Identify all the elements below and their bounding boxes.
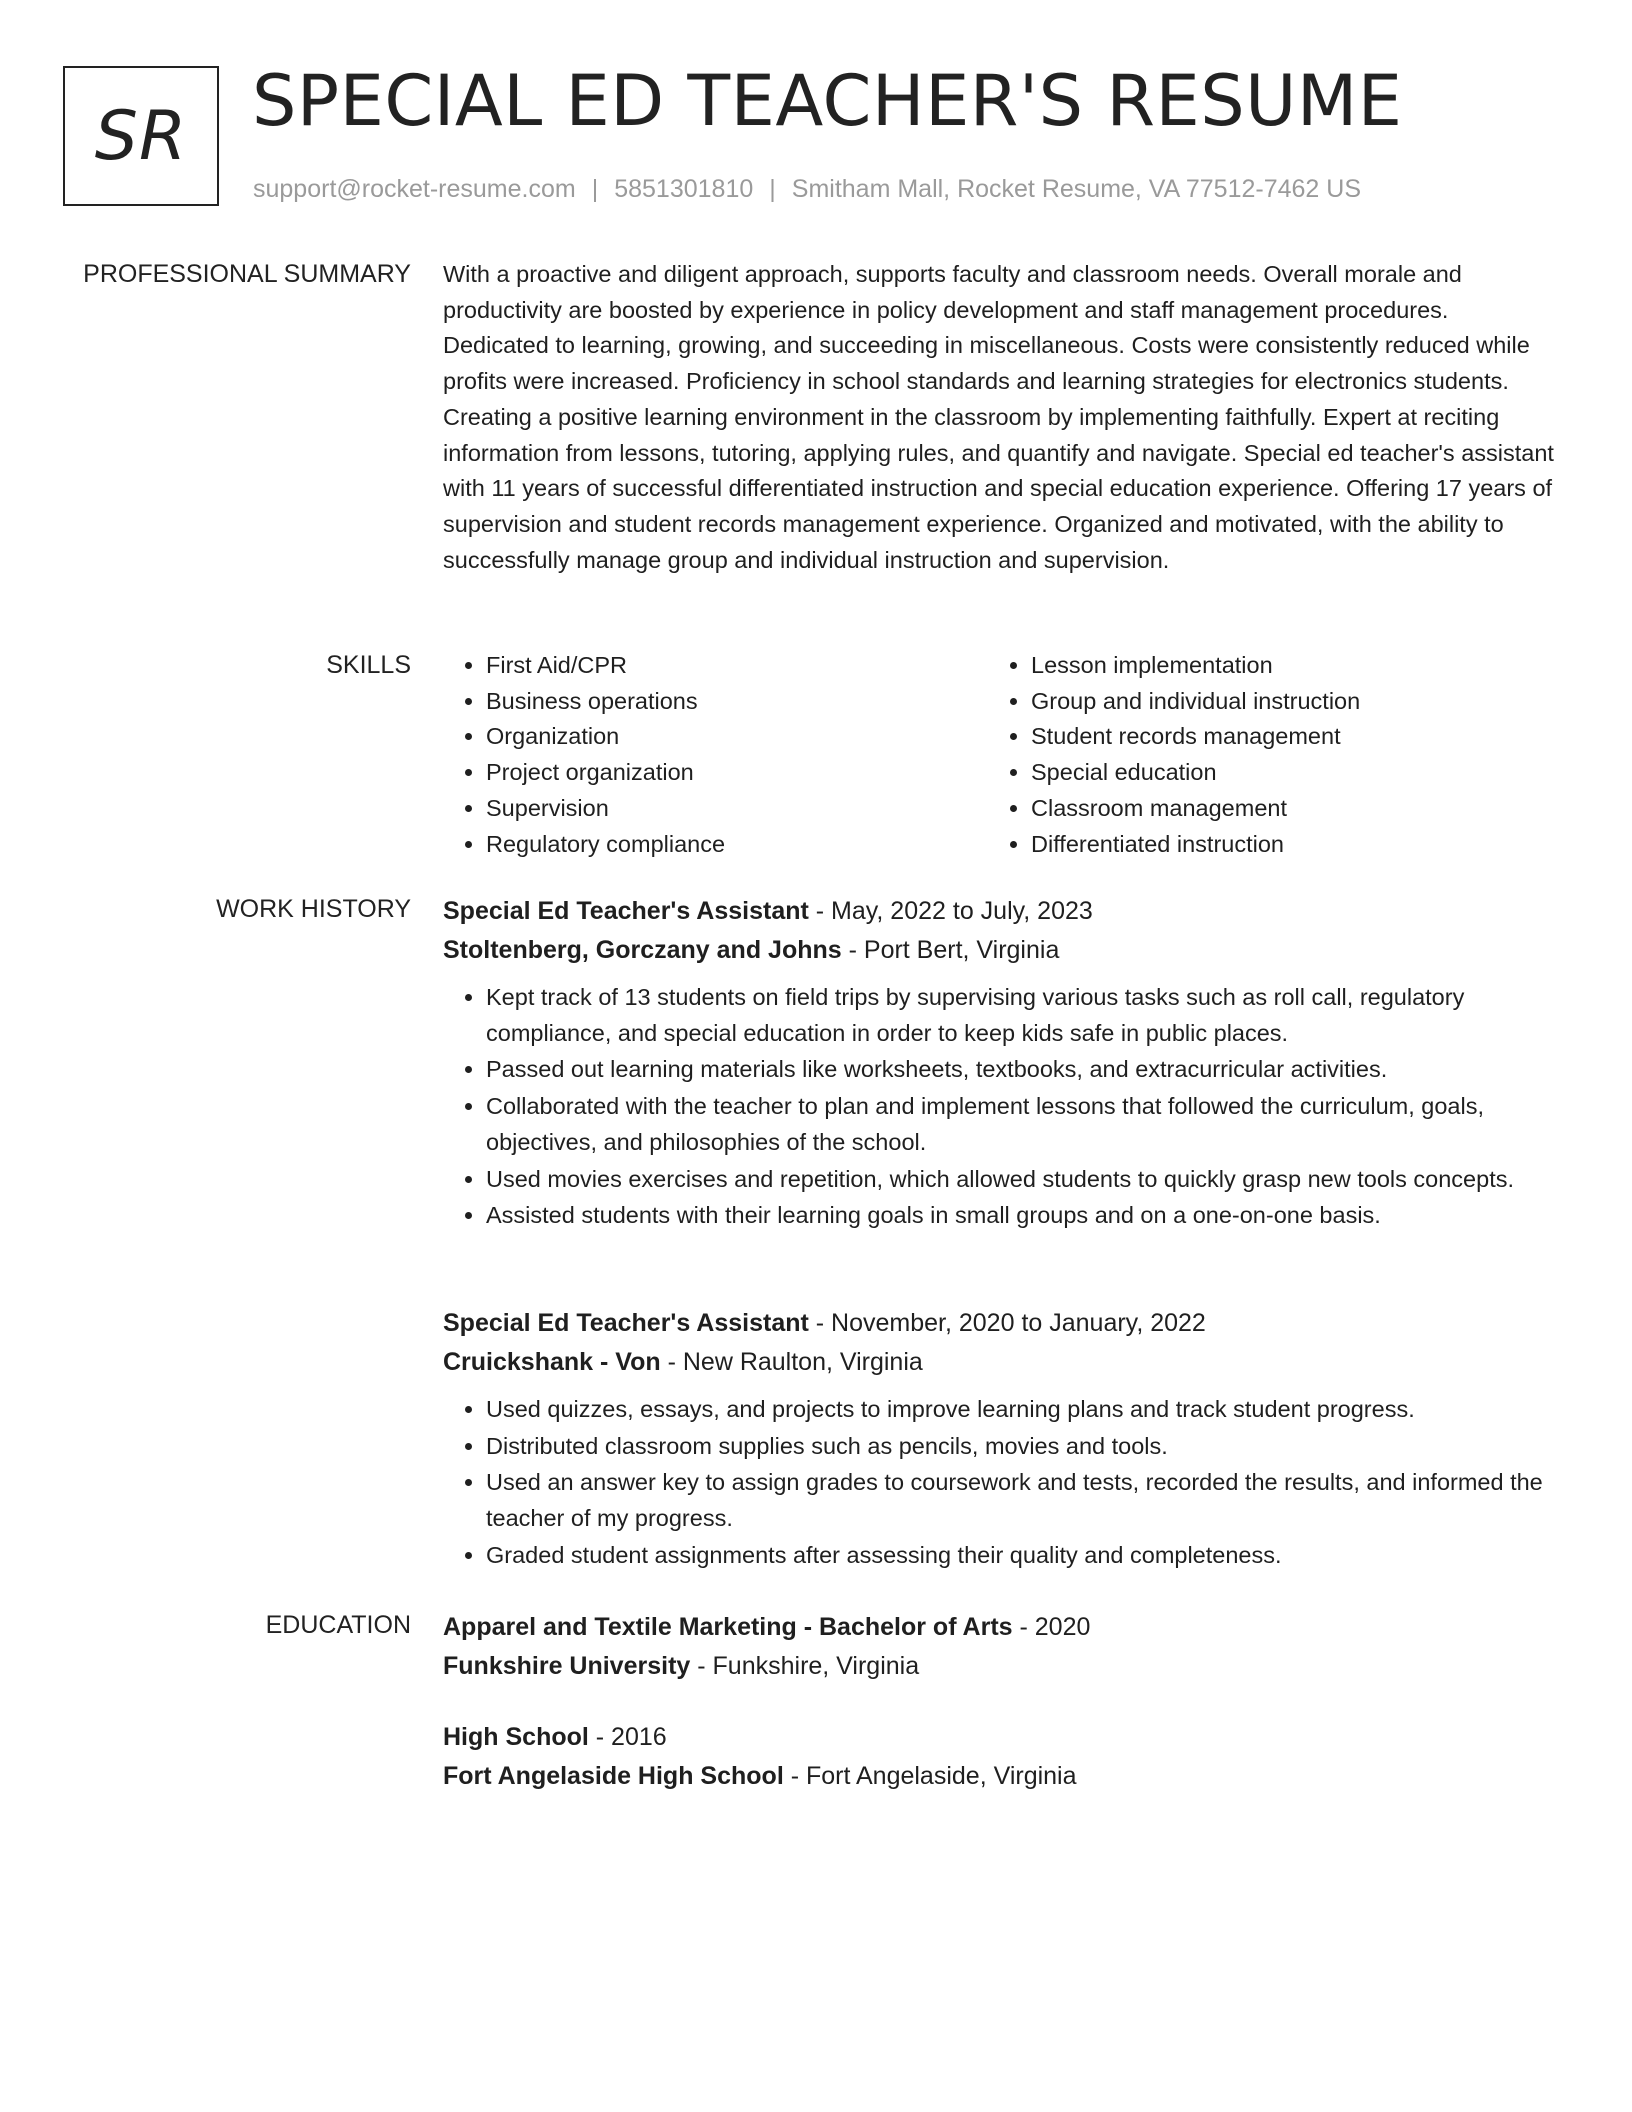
resume-title: SPECIAL ED TEACHER'S RESUME [252, 60, 1403, 142]
summary-text: With a proactive and diligent approach, supports faculty and classroom needs. Overall morale and productivity are boosted by experience in policy development and staff management procedures. Dedicated to learning, growing, and succeeding in miscellaneous. Costs were consistently reduced while profits were increased. Proficiency in school standards and learning strategies for electronics students. Creating a positive learning environment in the classroom by implementing faithfully. Expert at reciting information from lessons, tutoring, applying rules, and quantify and navigate. Special ed teacher's assistant with 11 years of successful differentiated instruction and special education experience. Offering 17 years of supervision and student records management experience. Organized and motivated, with the ability to successfully manage group and individual instruction and supervision. [443, 261, 1554, 573]
skill-item: • Student records management [1031, 719, 1533, 755]
skills-list-right [988, 648, 1533, 862]
skill-item: • Group and individual instruction [1031, 684, 1533, 720]
contact-separator: | [591, 175, 599, 203]
skill-item: • Differentiated instruction [1031, 827, 1533, 863]
education-body-2 [443, 1718, 1560, 1796]
job-entry [443, 1304, 1560, 1574]
job-location: - New Raulton, Virginia [660, 1348, 923, 1376]
job-bullet: • Used movies exercises and repetition, which allowed students to quickly grasp new tools concepts. [486, 1162, 1560, 1198]
education-year: - 2020 [1012, 1613, 1091, 1641]
job-company: Stoltenberg, Gorczany and Johns [443, 936, 842, 964]
contact-separator: | [769, 175, 776, 203]
skills-body [443, 648, 1560, 862]
job-bullet: • Kept track of 13 students on field trips by supervising various tasks such as roll call, regulatory compliance, and special education in order to keep kids safe in public places. [486, 980, 1560, 1051]
education-location: - Fort Angelaside, Virginia [783, 1762, 1077, 1790]
skill-item: • Organization [486, 719, 988, 755]
skill-item: • Special education [1031, 755, 1533, 791]
education-year: - 2016 [588, 1723, 667, 1751]
contact-line [253, 172, 1361, 206]
job-bullet: • Used quizzes, essays, and projects to improve learning plans and track student progress. [486, 1392, 1560, 1428]
section-label-work: WORK HISTORY [216, 895, 411, 923]
job-entry [443, 892, 1560, 1234]
education-degree-line [443, 1608, 1560, 1647]
job-bullets [443, 1392, 1560, 1574]
section-label-skills: SKILLS [326, 651, 411, 679]
skill-item: • First Aid/CPR [486, 648, 988, 684]
job-bullet: • Graded student assignments after assessing their quality and completeness. [486, 1538, 1560, 1574]
skill-item: • Project organization [486, 755, 988, 791]
skill-item: • Supervision [486, 791, 988, 827]
job-company: Cruickshank - Von [443, 1348, 661, 1376]
monogram-initials: SR [94, 96, 188, 176]
job-title-line [443, 1304, 1560, 1343]
section-label-summary: PROFESSIONAL SUMMARY [83, 260, 411, 288]
contact-phone[interactable]: 5851301810 [614, 175, 754, 203]
contact-address: Smitham Mall, Rocket Resume, VA 77512-7462 US [791, 175, 1362, 203]
job-bullet: • Passed out learning materials like worksheets, textbooks, and extracurricular activities. [486, 1052, 1560, 1088]
education-school-line [443, 1647, 1560, 1686]
education-school: Funkshire University [443, 1652, 691, 1680]
section-label-education: EDUCATION [265, 1611, 411, 1639]
monogram-box [63, 66, 219, 206]
job-title-line [443, 892, 1560, 931]
contact-email[interactable]: support@rocket-resume.com [253, 175, 576, 203]
education-degree-line [443, 1718, 1560, 1757]
job-bullet: • Distributed classroom supplies such as pencils, movies and tools. [486, 1429, 1560, 1465]
education-degree: Apparel and Textile Marketing - Bachelor of Arts [443, 1613, 1013, 1641]
work-body [443, 892, 1560, 1235]
education-school: Fort Angelaside High School [443, 1762, 784, 1790]
education-entry [443, 1718, 1560, 1796]
skill-item: • Lesson implementation [1031, 648, 1533, 684]
job-company-line [443, 1343, 1560, 1382]
summary-body [443, 257, 1560, 578]
job-dates: - May, 2022 to July, 2023 [808, 897, 1093, 925]
skill-item: • Regulatory compliance [486, 827, 988, 863]
education-location: - Funkshire, Virginia [690, 1652, 920, 1680]
skills-list-left [443, 648, 988, 862]
education-entry [443, 1608, 1560, 1686]
job-bullet: • Assisted students with their learning goals in small groups and on a one-on-one basis. [486, 1198, 1560, 1234]
job-bullet: • Collaborated with the teacher to plan and implement lessons that followed the curriculum, goals, objectives, and philosophies of the school. [486, 1089, 1560, 1160]
job-company-line [443, 931, 1560, 970]
skill-item: • Business operations [486, 684, 988, 720]
job-title: Special Ed Teacher's Assistant [443, 1309, 809, 1337]
education-degree: High School [443, 1723, 589, 1751]
job-dates: - November, 2020 to January, 2022 [808, 1309, 1206, 1337]
job-bullets [443, 980, 1560, 1234]
job-location: - Port Bert, Virginia [841, 936, 1060, 964]
work-body-2 [443, 1304, 1560, 1575]
skill-item: • Classroom management [1031, 791, 1533, 827]
job-title: Special Ed Teacher's Assistant [443, 897, 809, 925]
job-bullet: • Used an answer key to assign grades to coursework and tests, recorded the results, and informed the teacher of my progress. [486, 1465, 1560, 1536]
education-school-line [443, 1757, 1560, 1796]
education-body [443, 1608, 1560, 1686]
